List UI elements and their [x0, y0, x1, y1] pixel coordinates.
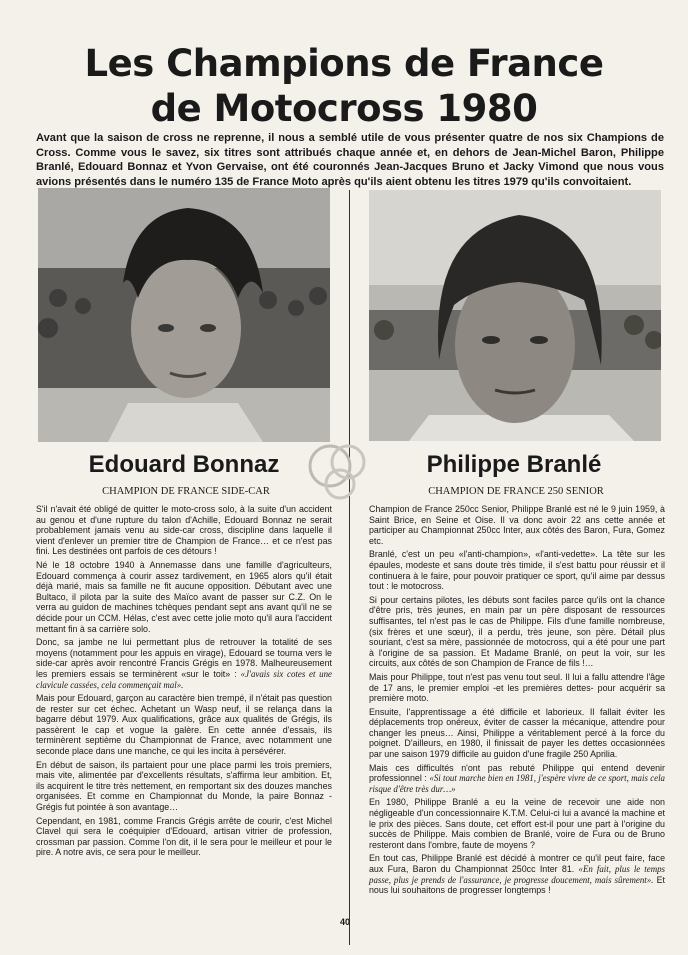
- paragraph: En début de saison, ils partaient pour une place parmi les trois premiers, mais vite, alimentée par d'excellents résultats, s'affirma leur ambition. Et, ils acquirent le titre très nettement, en remportant six des douzes manches organisées. Et comme en Championnat du Monde, la paire Bonnaz - Grégis fut pointée à son avantage…: [36, 759, 332, 813]
- paragraph: Mais pour Philippe, tout n'est pas venu tout seul. Il lui a fallu attendre l'âge de 17 ans, le premier emploi -et les premières dettes- pour acquérir sa première moto.: [369, 671, 665, 704]
- paragraph: Mais pour Edouard, garçon au caractère bien trempé, il n'était pas question de rester sur cet échec. Achetant un Wasp neuf, il se relança dans la bagarre début 1979. Aux qualifications, grâce aux qualités de Grégis, ils passèrent le cap et vogue la galère. En cette année d'essais, ils terminèrent septième du Championnat de France, avec notamment une seconde place dans une manche, ce qui les incita à persévérer.: [36, 693, 332, 757]
- paragraph: Champion de France 250cc Senior, Philippe Branlé est né le 9 juin 1959, à Saint Brice, en Seine et Oise. Il va donc avoir 22 ans cette année et participer au Championnat 250cc Inter, aux côtés des Baron, Fura, Gomez etc.: [369, 504, 665, 546]
- page-number: 40: [339, 917, 350, 927]
- headline-line-2: de Motocross 1980: [150, 87, 538, 130]
- paragraph: S'il n'avait été obligé de quitter le moto-cross solo, à la suite d'un accident au genou et d'une rupture du talon d'Achille, Edouard Bonnaz ne serait probablement jamais venu au side-car cross, discipline dans laquelle il vient d'enlever un premier titre de Champion de France… et ce n'est pas fini. Les destinées ont parfois de ces détours !: [36, 504, 332, 557]
- paragraph-text: Mais ces difficultés n'ont pas rebuté Philippe qui entend devenir professionnel :: [369, 762, 665, 784]
- quote: «J'avais six cotes et une clavicule cassées, cela commençait mal».: [36, 668, 332, 690]
- paragraph: Cependant, en 1981, comme Francis Grégis arrête de courir, c'est Michel Clavel qui sera le coéquipier d'Edouard, artisan vitrier de profession, crossman par passion. Comme l'on dit, il le sera pour le meilleur et pour le pire. A notre avis, ce sera pour le meilleur.: [36, 815, 332, 858]
- name-philippe-branle: Philippe Branlé: [426, 451, 602, 478]
- paragraph: Né le 18 octobre 1940 à Annemasse dans une famille d'agriculteurs, Edouard commença à courir assez tardivement, en 1965 alors qu'il était déjà marié, mais sa famille ne fit aucune opposition. Débutant avec une Bultaco, il pilota par la suite des Maïco avant de passer sur C.Z. On le verra au guidon de machines tchèques pendant sept ans avant qu'il ne se décide pour un CCM. Hélas, c'est avec cette jolie moto qu'il aura l'accident mettant fin à sa carrière solo.: [36, 559, 332, 634]
- subtitle-250-senior: CHAMPION DE FRANCE 250 SENIOR: [428, 486, 604, 497]
- quote: «En fait, plus le temps passe, plus je prends de l'assurance, je progresse doucement, mais sûrement».: [369, 864, 665, 885]
- paragraph-text: Et nous lui souhaitons de progresser longtemps !: [369, 874, 665, 896]
- intro-paragraph: Avant que la saison de cross ne reprenne, il nous a semblé utile de vous présenter quatre de nos six Champions de Cross. Comme vous le savez, six titres sont attribués chaque année et, en dehors de Jean-Michel Baron, Philippe Branlé, Edouard Bonnaz et Yvon Gervaise, ont été couronnés Jean-Jacques Bruno et Jacky Vimond que nous vous avions présentés dans le numéro 135 de France Moto après qu'ils aient obtenu les titres 1979 qu'ils convoitaient.: [36, 132, 664, 188]
- paragraph: Ensuite, l'apprentissage a été difficile et laborieux. Il fallait éviter les déplacements trop onéreux, éviter de casser la mécanique, attendre pour changer les pneus… Ainsi, Philippe a véritablement percé à la force du poignet. D'ailleurs, en 1980, il finissait de payer les dettes occasionnées par une saison 1979 difficile au guidon d'une fragile 250 Aprilia.: [369, 706, 665, 760]
- paragraph: Si pour certains pilotes, les débuts sont faciles parce qu'ils ont la chance d'être pris, très jeunes, en main par un père disposant de ressources suffisantes, tel n'est pas le cas de Philippe. Fils d'une famille nombreuse, (six frères et une sœur), il a perdu, très jeune, son père. Détail plus souriant, c'est sa mère, passionnée de motocross, qui a été pour une part à l'origine de sa passion. Et Madame Branlé, on peut la voir, sur les circuits, aux côtés de son Champion de France de fils !…: [369, 594, 665, 669]
- column-divider: [349, 190, 350, 945]
- photo-philippe-branle: [369, 190, 661, 441]
- paragraph: Branlé, c'est un peu «l'anti-champion», «l'anti-vedette». La tête sur les épaules, modeste et sans doute très timide, il s'est battu pour réussir et il continuera à le faire, pour pouvoir pratiquer ce sport, qu'il aime par dessus tout : le motocross.: [369, 549, 665, 592]
- paragraph-text: Donc, sa jambe ne lui permettant plus de retrouver la totalité de ses moyens (notamment pour les appuis en virage), Edouard se tourna vers le side-car après avoir rencontré Francis Grégis en 1978. Malheureusement les premiers essais se terminèrent «sur le toit» :: [36, 637, 332, 679]
- paragraph-text: En tout cas, Philippe Branlé est décidé à montrer ce qu'il peut faire, face aux Fura, Baron du Championnat 250cc Inter 81.: [369, 853, 665, 874]
- article-column-bonnaz: [36, 504, 332, 861]
- paragraph: [369, 853, 665, 895]
- headline-line-1: Les Champions de France: [84, 42, 604, 85]
- paragraph: En 1980, Philippe Branlé a eu la veine de recevoir une aide non négligeable d'un concessionnaire K.T.M. Celui-ci lui a avancé la machine et le prix des pièces. Sans doute, cet effort est-il pour une part à l'origine du succès de Philippe. Mais combien de Branlé, voire de Fura ou de Bruno resteront dans l'ombre, faute de moyens ?: [369, 797, 665, 850]
- paragraph: [36, 637, 332, 690]
- name-edouard-bonnaz: Edouard Bonnaz: [88, 451, 280, 478]
- quote: «Si tout marche bien en 1981, j'espère vivre de ce sport, mais cela risque d'être très dur…»: [369, 773, 665, 794]
- portrait-image: [38, 188, 330, 442]
- paragraph: [369, 763, 665, 795]
- portrait-image: [369, 190, 661, 441]
- article-column-branle: [369, 504, 665, 899]
- photo-edouard-bonnaz: [38, 188, 330, 442]
- subtitle-side-car: CHAMPION DE FRANCE SIDE-CAR: [102, 486, 270, 497]
